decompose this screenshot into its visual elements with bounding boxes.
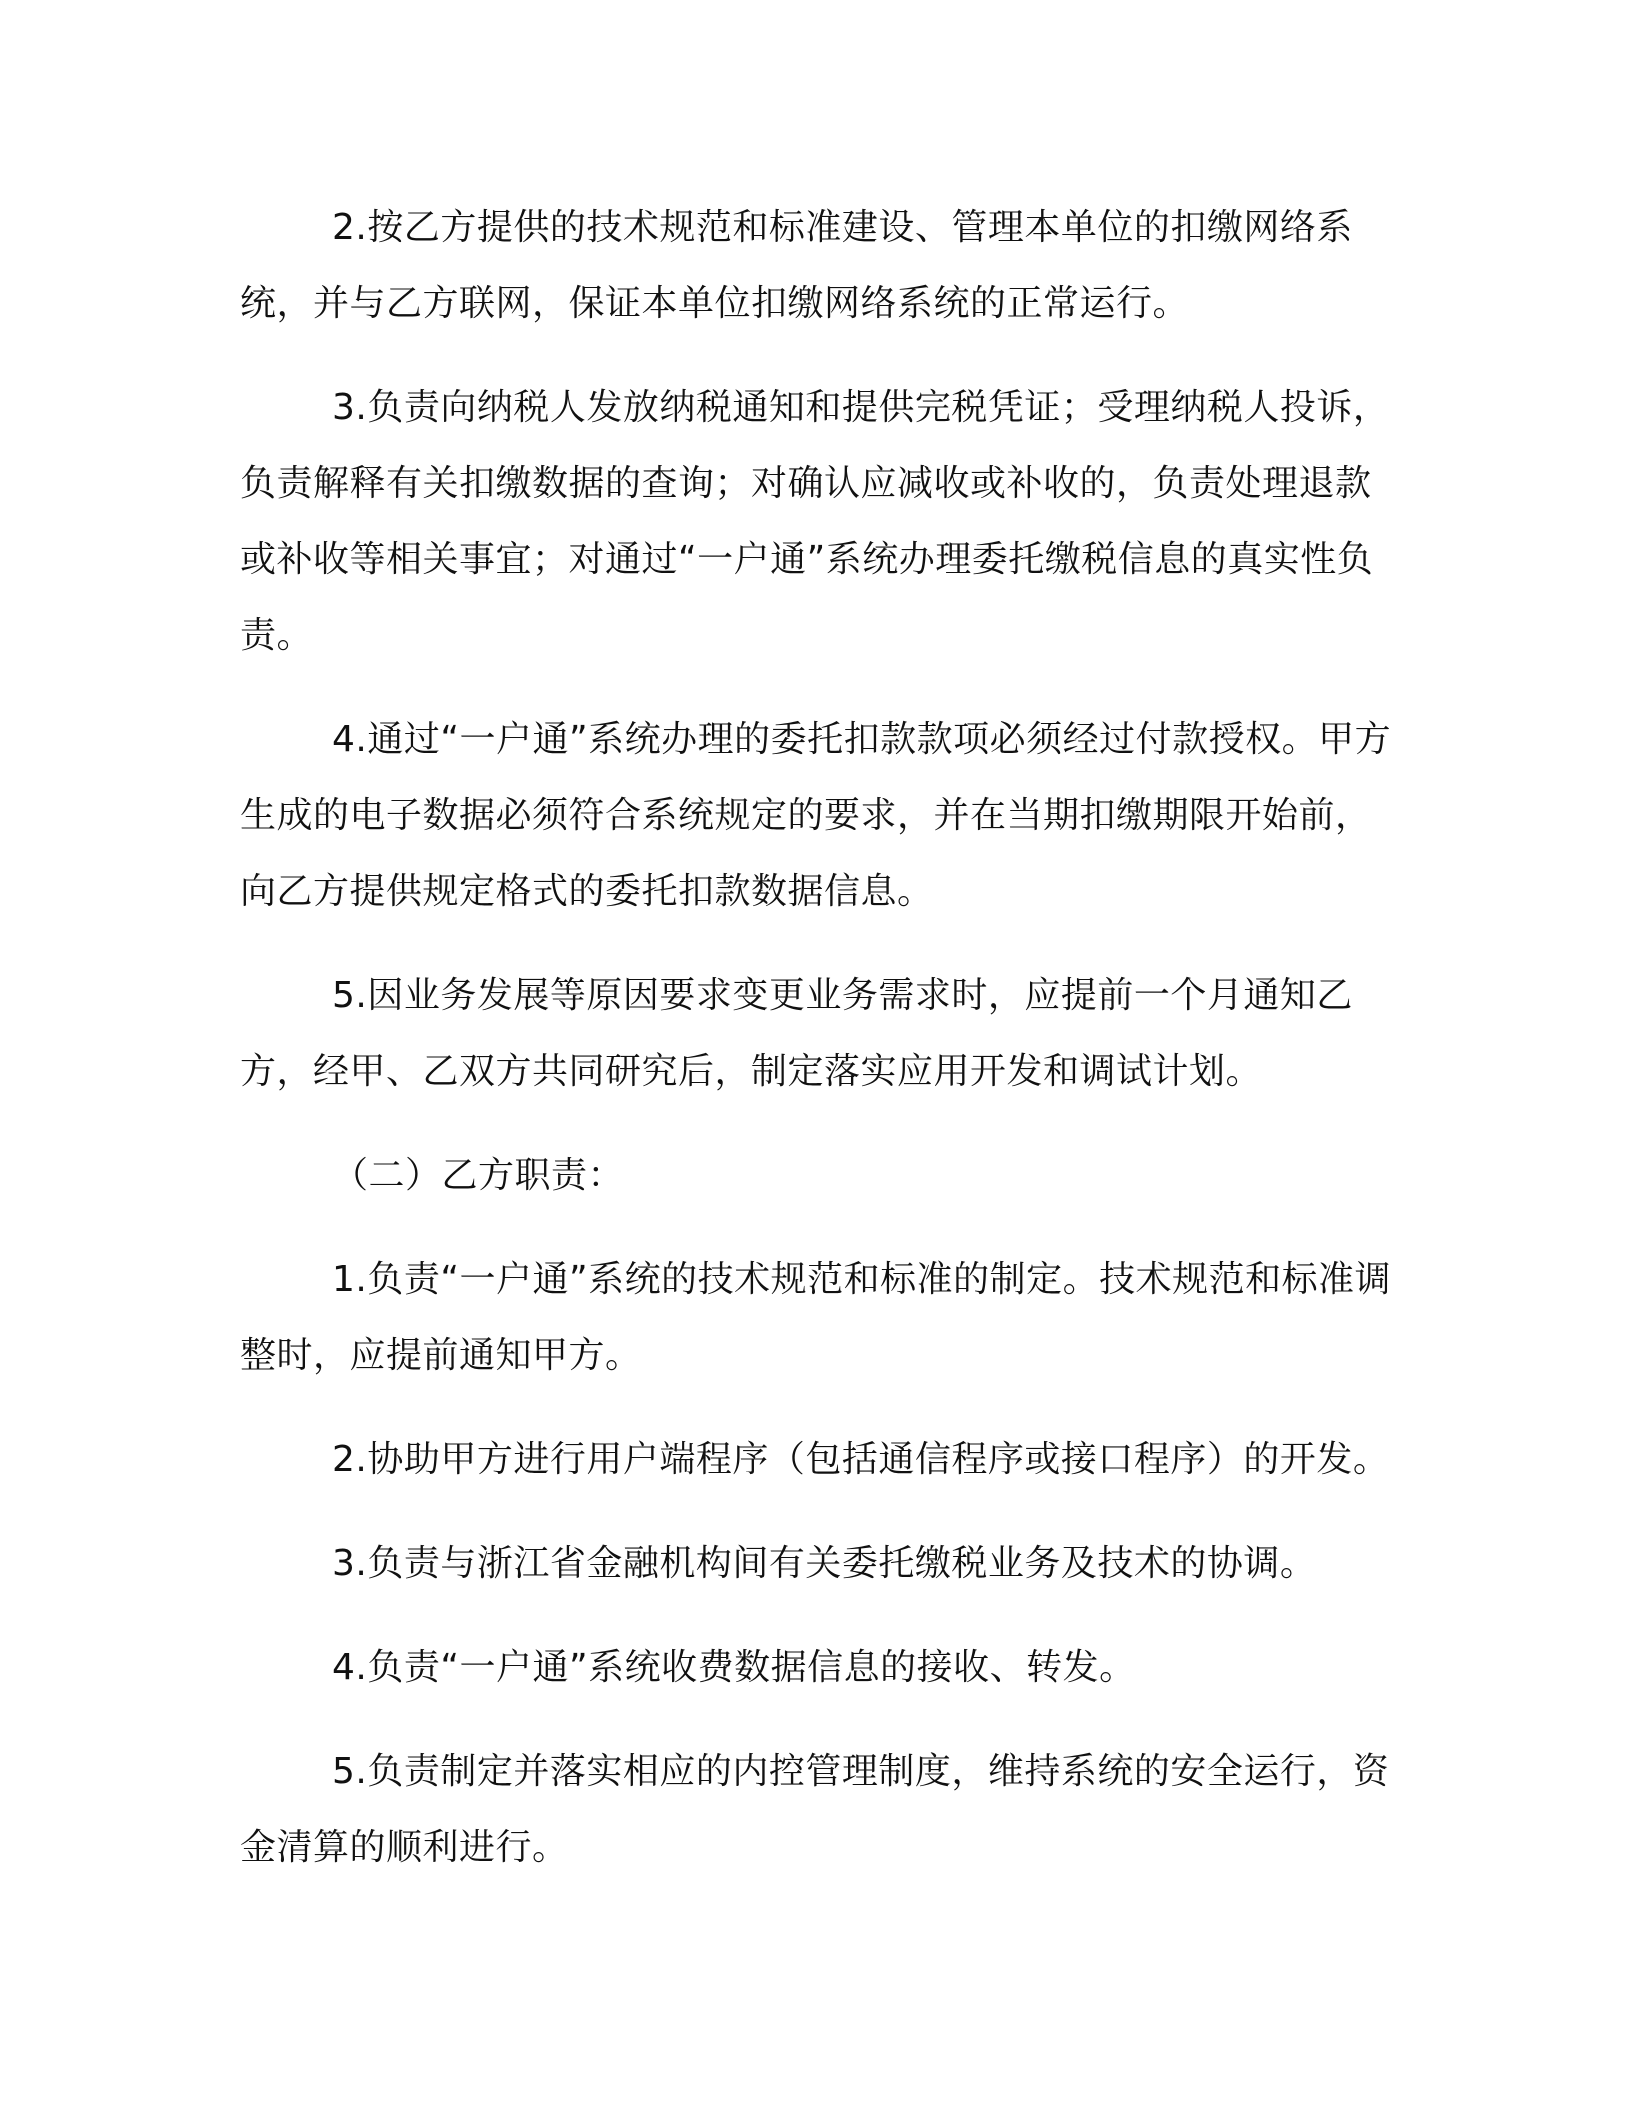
section-item-5: 5.负责制定并落实相应的内控管理制度，维持系统的安全运行，资金清算的顺利进行。: [240, 1751, 1390, 1868]
section-item-4: 4.负责“一户通”系统收费数据信息的接收、转发。: [332, 1647, 1136, 1688]
paragraph-item-5: 5.因业务发展等原因要求变更业务需求时，应提前一个月通知乙方，经甲、乙双方共同研究后，制定落实应用开发和调试计划。: [240, 975, 1353, 1092]
document-body: [240, 190, 1400, 1914]
section-heading: （二）乙方职责：: [332, 1155, 625, 1196]
paragraph-item-2: 2.按乙方提供的技术规范和标准建设、管理本单位的扣缴网络系统，并与乙方联网，保证本单位扣缴网络系统的正常运行。: [240, 207, 1353, 324]
paragraph-item-4: 4.通过“一户通”系统办理的委托扣款款项必须经过付款授权。甲方生成的电子数据必须符合系统规定的要求，并在当期扣缴期限开始前，向乙方提供规定格式的委托扣款数据信息。: [240, 719, 1392, 912]
paragraph-item-3: 3.负责向纳税人发放纳税通知和提供完税凭证；受理纳税人投诉，负责解释有关扣缴数据的查询；对确认应减收或补收的，负责处理退款或补收等相关事宜；对通过“一户通”系统办理委托缴税信息的真实性负责。: [240, 387, 1390, 656]
section-item-1: 1.负责“一户通”系统的技术规范和标准的制定。技术规范和标准调整时，应提前通知甲方。: [240, 1259, 1392, 1376]
section-item-2: 2.协助甲方进行用户端程序（包括通信程序或接口程序）的开发。: [332, 1439, 1390, 1480]
section-item-3: 3.负责与浙江省金融机构间有关委托缴税业务及技术的协调。: [332, 1543, 1317, 1584]
